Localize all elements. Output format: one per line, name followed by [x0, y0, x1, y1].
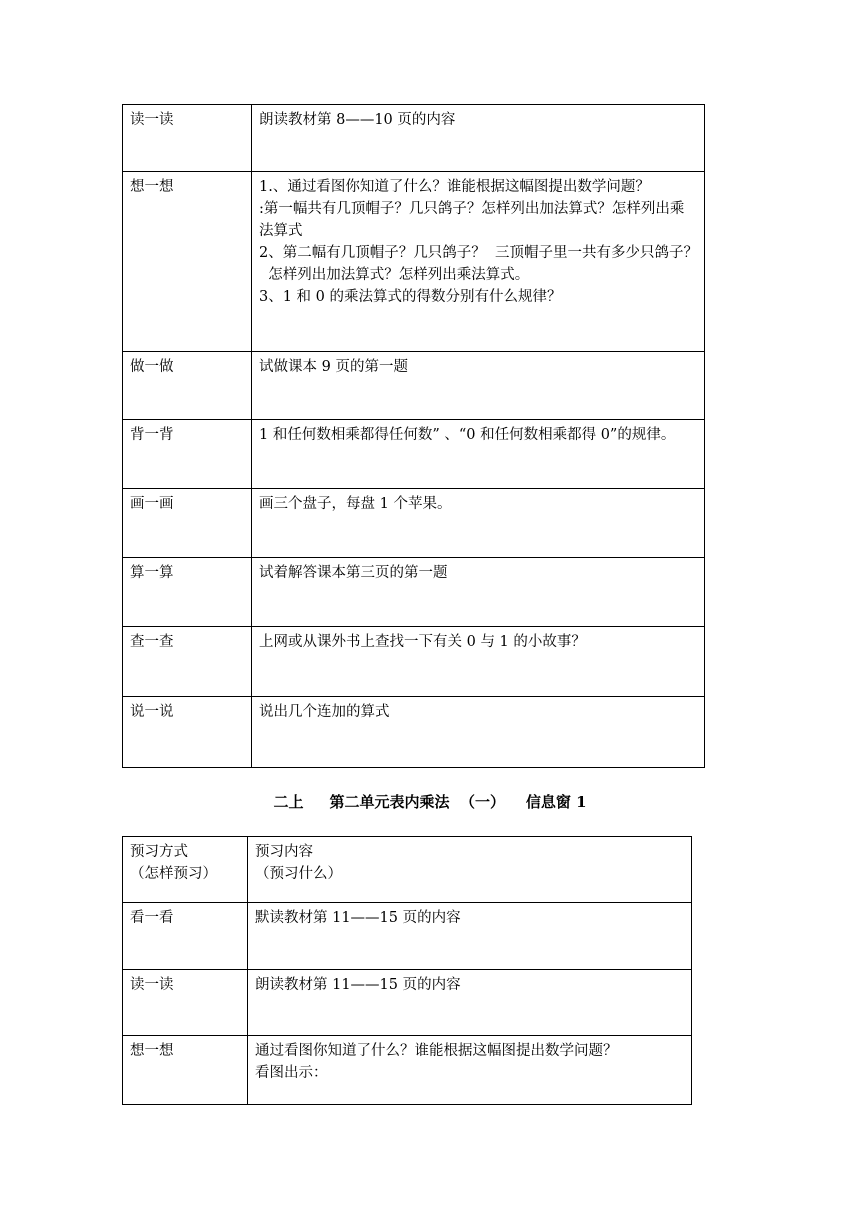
- method-label: 读一读: [130, 977, 174, 993]
- table-header-row: [123, 837, 692, 903]
- content-line: 试做课本 9 页的第一题: [259, 359, 408, 375]
- content-line: 1.、通过看图你知道了什么？谁能根据这幅图提出数学问题？: [259, 179, 650, 195]
- header-line: （怎样预习）: [130, 866, 217, 882]
- table-row: [123, 420, 705, 489]
- header-line: 预习方式: [130, 844, 188, 860]
- content-cell: [252, 489, 705, 558]
- header-line: （预习什么）: [255, 866, 342, 882]
- method-label: 想一想: [130, 1043, 174, 1059]
- method-label: 做一做: [130, 359, 174, 375]
- method-cell: [123, 489, 252, 558]
- table-row: [123, 970, 692, 1036]
- method-cell: [123, 172, 252, 352]
- method-cell: [123, 105, 252, 172]
- method-cell: [123, 352, 252, 420]
- header-method-cell: [123, 837, 248, 903]
- preview-table-2: [122, 836, 692, 1105]
- method-label: 读一读: [130, 112, 174, 128]
- content-cell: [248, 903, 692, 970]
- content-cell: [248, 970, 692, 1036]
- table-row: [123, 558, 705, 627]
- content-line: 朗读教材第 11——15 页的内容: [255, 977, 461, 993]
- content-cell: [248, 1036, 692, 1105]
- table-row: [123, 172, 705, 352]
- method-cell: [123, 903, 248, 970]
- content-line: 试着解答课本第三页的第一题: [259, 565, 448, 581]
- table-row: [123, 352, 705, 420]
- method-label: 看一看: [130, 910, 174, 926]
- content-line: 怎样列出加法算式？怎样列出乘法算式。: [259, 267, 530, 283]
- preview-table-1: [122, 104, 705, 768]
- table-row: [123, 1036, 692, 1105]
- content-cell: [252, 172, 705, 352]
- method-label: 算一算: [130, 565, 174, 581]
- content-line: 说出几个连加的算式: [259, 704, 390, 720]
- content-cell: [252, 697, 705, 768]
- method-cell: [123, 970, 248, 1036]
- content-line: 2、第二幅有几顶帽子？几只鸽子？ 三顶帽子里一共有多少只鸽子？: [259, 245, 698, 261]
- content-line: 默读教材第 11——15 页的内容: [255, 910, 461, 926]
- method-label: 想一想: [130, 179, 174, 195]
- header-line: 预习内容: [255, 844, 313, 860]
- content-cell: [252, 627, 705, 697]
- content-line: 看图出示：: [255, 1065, 328, 1081]
- header-content-cell: [248, 837, 692, 903]
- table-row: [123, 105, 705, 172]
- content-cell: [252, 105, 705, 172]
- content-line: 通过看图你知道了什么？谁能根据这幅图提出数学问题？: [255, 1043, 618, 1059]
- content-line: :第一幅共有几顶帽子？几只鸽子？怎样列出加法算式？怎样列出乘法算式: [259, 201, 685, 239]
- table-row: [123, 903, 692, 970]
- method-cell: [123, 1036, 248, 1105]
- method-cell: [123, 558, 252, 627]
- content-line: 朗读教材第 8——10 页的内容: [259, 112, 456, 128]
- content-line: 上网或从课外书上查找一下有关 0 与 1 的小故事？: [259, 634, 586, 650]
- method-cell: [123, 627, 252, 697]
- method-label: 画一画: [130, 496, 174, 512]
- table-row: [123, 627, 705, 697]
- content-line: 1 和任何数相乘都得任何数” 、“0 和任何数相乘都得 0”的规律。: [259, 427, 676, 443]
- table-row: [123, 489, 705, 558]
- table-row: [123, 697, 705, 768]
- method-cell: [123, 697, 252, 768]
- content-cell: [252, 352, 705, 420]
- method-cell: [123, 420, 252, 489]
- content-line: 3、1 和 0 的乘法算式的得数分别有什么规律？: [259, 289, 562, 305]
- method-label: 查一查: [130, 634, 174, 650]
- content-line: 画三个盘子，每盘 1 个苹果。: [259, 496, 452, 512]
- method-label: 说一说: [130, 704, 174, 720]
- section-heading: 二上 第二单元表内乘法 （一） 信息窗 1: [273, 793, 587, 811]
- content-cell: [252, 420, 705, 489]
- content-cell: [252, 558, 705, 627]
- method-label: 背一背: [130, 427, 174, 443]
